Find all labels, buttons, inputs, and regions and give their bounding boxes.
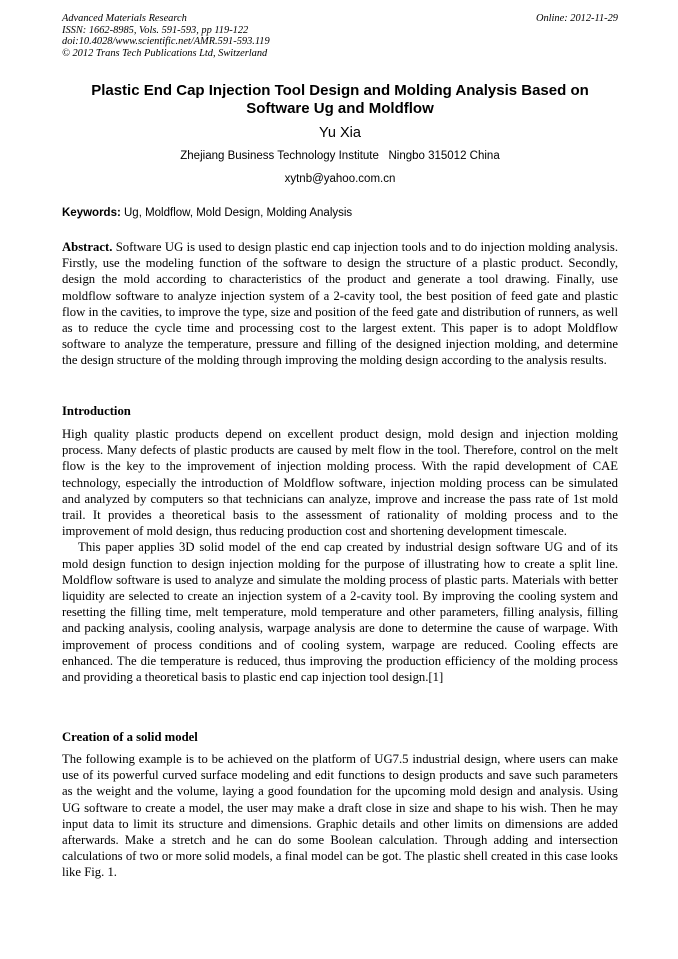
introduction-paragraph-2: This paper applies 3D solid model of the end cap created by industrial design software UG and of its mold design function to design injection molding for the purpose of illustrating how to create a split line. Moldflow software is used to analyze and simulate the molding process of plastic parts. Materials with better liquidity are selected to create an injection system of a 2-cavity tool. By improving the cooling system and resetting the filling time, melt temperature, mold temperature and other parameters, filling analysis, filling and packing analysis, cooling analysis, warpage analysis are done to determine the cause of warpage. With improvement of process conditions and of cooling system, warpage are reduced. Cooling effects are enhanced. The die temperature is reduced, thus improving the production efficiency of the molding process and providing a theoretical basis to plastic end cap injection tool design.[1] bbox=[62, 540, 618, 685]
keywords-list: Ug, Moldflow, Mold Design, Molding Analysis bbox=[120, 207, 353, 219]
doi-line: doi:10.4028/www.scientific.net/AMR.591-593.119 bbox=[62, 36, 270, 48]
introduction-heading: Introduction bbox=[62, 404, 131, 418]
keywords bbox=[62, 206, 618, 220]
author-email: xytnb@yahoo.com.cn bbox=[284, 173, 396, 185]
keywords-label: Keywords: bbox=[62, 207, 121, 219]
creation-body bbox=[62, 751, 618, 881]
abstract-text: Software UG is used to design plastic end cap injection tools and to do injection molding analysis. Firstly, use the modeling function of the software to design the structure of a plastic product. Secondly, design the mold according to characteristics of the product and generate a tool drawing. Finally, use moldflow software to analyze injection system of a 2-cavity tool, the best position of feed gate and plastic flow in the cavities, to improve the type, size and position of the feed gate and distribution of runners, as well as to reduce the cycle time and processing cost to the largest extent. This paper is to adopt Moldflow software to analyze the temperature, pressure and filling of the designed injection molding, and determine the design structure of the molding through improving the molding design according to the analysis results. bbox=[62, 240, 618, 368]
introduction-body bbox=[62, 426, 618, 685]
online-date: Online: 2012-11-29 bbox=[535, 13, 618, 24]
copyright-line: © 2012 Trans Tech Publications Ltd, Switzerland bbox=[62, 47, 268, 59]
introduction-paragraph-1: High quality plastic products depend on excellent product design, mold design and injection molding process. Many defects of plastic products are caused by melt flow in the tool. Therefore, control on the melt flow is the key to the improvement of injection molding process. With the rapid development of CAE technology, especially the introduction of Moldflow software, injection molding process can be simulated and analyzed by computers so that technicians can analyze, improve and increase the pass rate of 1st mold trail. It provides a theoretical basis to the assessment of rationality of molding process and to the improvement of mold design, thus reducing production cost and shortening development timescale. bbox=[62, 427, 618, 539]
paper-title: Plastic End Cap Injection Tool Design and Molding Analysis Based on Software Ug and Moldflow bbox=[91, 82, 589, 117]
journal-header bbox=[62, 13, 618, 59]
creation-heading: Creation of a solid model bbox=[62, 730, 198, 744]
abstract bbox=[62, 239, 618, 369]
author-affiliation: Zhejiang Business Technology Institute Ningbo 315012 China bbox=[180, 150, 500, 162]
creation-paragraph-1: The following example is to be achieved on the platform of UG7.5 industrial design, where users can make use of its powerful curved surface modeling and edit functions to design products and save such parameters as the weight and the volume, laying a good foundation for the upcoming mold design and analysis. Using UG software to create a model, the user may make a draft close in size and shape to his wish. Then he may input data to limit its structure and dimensions. Graphic details and other limits on dimensions are added afterwards. Make a stretch and he can do some Boolean calculation. Through adding and intersection calculations of two or more solid models, a final model can be got. The plastic shell created in this case looks like Fig. 1. bbox=[62, 752, 618, 880]
issn-line: ISSN: 1662-8985, Vols. 591-593, pp 119-122 bbox=[62, 24, 249, 36]
abstract-label: Abstract. bbox=[62, 240, 113, 254]
journal-name: Advanced Materials Research bbox=[62, 13, 187, 24]
author-name: Yu Xia bbox=[319, 125, 361, 141]
